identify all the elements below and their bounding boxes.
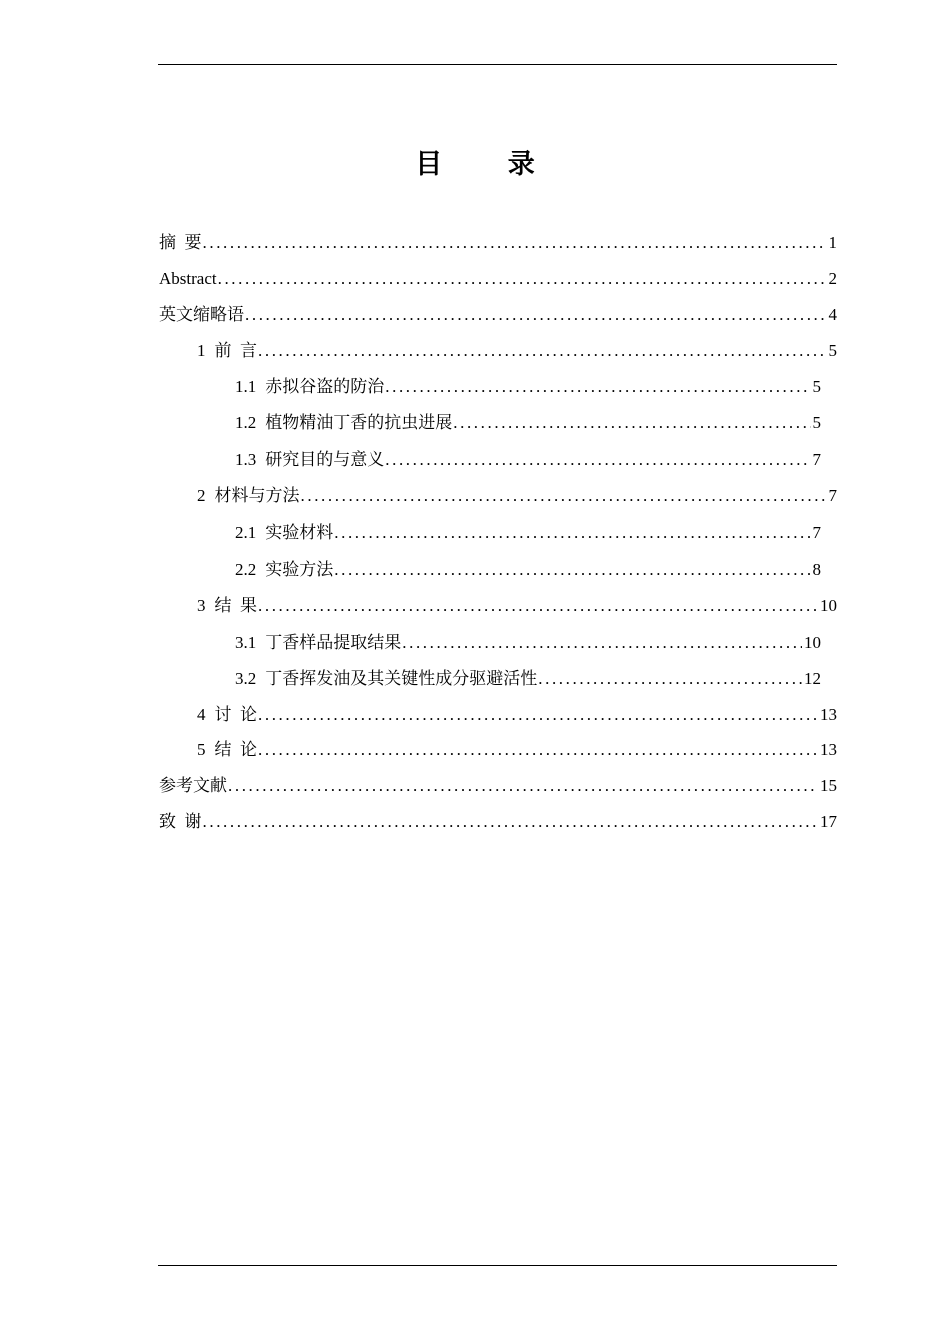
toc-entry-number: 1 [197, 341, 206, 360]
toc-entry-text: 材料与方法 [214, 486, 300, 505]
toc-leader [334, 518, 810, 548]
toc-entry-text: 前 言 [214, 341, 257, 360]
toc-entry[interactable] [159, 264, 837, 294]
toc-leader [228, 771, 818, 801]
toc-page-number: 10 [820, 596, 837, 615]
toc-page-number: 2 [828, 269, 837, 288]
toc-leader [334, 555, 810, 585]
toc-entry[interactable] [197, 700, 837, 730]
toc-entry-text: Abstract [159, 269, 217, 288]
toc-leader [258, 336, 827, 366]
toc-entry-number: 2.1 [235, 523, 257, 542]
toc-entry[interactable] [235, 408, 821, 438]
toc-page-number: 15 [820, 776, 837, 795]
toc-entry-number: 3.1 [235, 633, 257, 652]
toc-title: 目 录 [415, 149, 563, 180]
toc-entry-number: 1.2 [235, 413, 257, 432]
toc-entry[interactable] [235, 518, 821, 548]
toc-entry-number: 3 [197, 596, 206, 615]
toc-page-number: 12 [804, 669, 821, 688]
toc-entry[interactable] [235, 445, 821, 475]
toc-entry[interactable] [235, 555, 821, 585]
toc-entry-text: 结 果 [214, 596, 257, 615]
toc-entry[interactable] [235, 628, 821, 658]
toc-entry-text: 讨 论 [214, 705, 257, 724]
toc-page-number: 1 [828, 233, 837, 252]
toc-page-number: 8 [812, 560, 821, 579]
toc-entry[interactable] [197, 591, 837, 621]
toc-page-number: 5 [812, 413, 821, 432]
toc-page-number: 13 [820, 705, 837, 724]
toc-leader [453, 408, 810, 438]
toc-page-number: 5 [828, 341, 837, 360]
toc-entry-text: 英文缩略语 [159, 305, 244, 324]
header-rule [158, 64, 837, 65]
toc-entry-text: 研究目的与意义 [265, 450, 385, 469]
toc-entry[interactable] [159, 228, 837, 258]
toc-entry[interactable] [159, 300, 837, 330]
toc-entry[interactable] [235, 664, 821, 694]
toc-entry-text: 致 谢 [159, 812, 202, 831]
toc-page-number: 7 [828, 486, 837, 505]
toc-entry[interactable] [197, 735, 837, 765]
toc-entry[interactable] [197, 481, 837, 511]
toc-entry-text: 丁香样品提取结果 [265, 633, 402, 652]
toc-leader [203, 807, 819, 837]
toc-page-number: 17 [820, 812, 837, 831]
toc-entry-text: 实验方法 [265, 560, 334, 579]
toc-leader [301, 481, 827, 511]
toc-entry-text: 摘 要 [159, 233, 202, 252]
toc-entry-number: 1.1 [235, 377, 257, 396]
toc-page-number: 7 [812, 523, 821, 542]
toc-entry-number: 1.3 [235, 450, 257, 469]
toc-leader [258, 735, 818, 765]
toc-entry[interactable] [235, 372, 821, 402]
toc-entry-number: 2 [197, 486, 206, 505]
toc-entry-number: 4 [197, 705, 206, 724]
toc-entry[interactable] [159, 807, 837, 837]
toc-entry[interactable] [197, 336, 837, 366]
toc-leader [203, 228, 827, 258]
toc-entry-number: 5 [197, 740, 206, 759]
toc-entry-text: 丁香挥发油及其关键性成分驱避活性 [265, 669, 538, 688]
toc-leader [245, 300, 827, 330]
toc-page-number: 5 [812, 377, 821, 396]
toc-page-number: 4 [828, 305, 837, 324]
toc-entry-text: 赤拟谷盗的防治 [265, 377, 385, 396]
toc-leader [402, 628, 802, 658]
toc-leader [385, 372, 810, 402]
toc-entry-text: 参考文献 [159, 776, 227, 795]
toc-leader [258, 591, 818, 621]
toc-leader [538, 664, 802, 694]
toc-leader [258, 700, 818, 730]
toc-page-number: 10 [804, 633, 821, 652]
toc-leader [385, 445, 810, 475]
toc-page-number: 13 [820, 740, 837, 759]
toc-entry-text: 植物精油丁香的抗虫进展 [265, 413, 453, 432]
toc-entry-number: 3.2 [235, 669, 257, 688]
toc-entry-text: 结 论 [214, 740, 257, 759]
toc-page-number: 7 [812, 450, 821, 469]
toc-entry-number: 2.2 [235, 560, 257, 579]
toc-entry-text: 实验材料 [265, 523, 334, 542]
toc-leader [218, 264, 827, 294]
footer-rule [158, 1265, 837, 1266]
toc-entry[interactable] [159, 771, 837, 801]
